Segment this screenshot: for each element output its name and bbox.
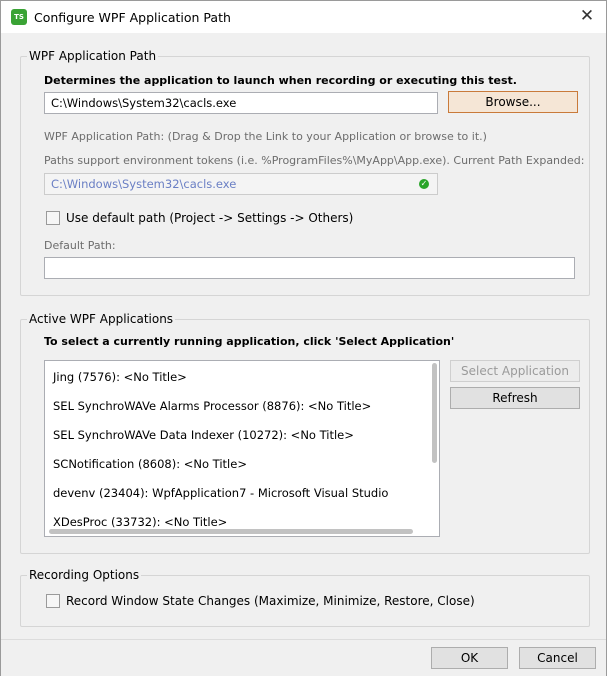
ok-button[interactable]: OK [431, 647, 508, 669]
app-path-group-title: WPF Application Path [29, 49, 157, 63]
default-path-label: Default Path: [44, 239, 116, 252]
list-item[interactable]: devenv (23404): WpfApplication7 - Microsoft Visual Studio [53, 486, 389, 500]
close-icon[interactable]: ✕ [579, 6, 595, 26]
default-path-input[interactable] [44, 257, 575, 279]
expanded-path-value: C:\Windows\System32\cacls.exe [51, 177, 237, 191]
active-apps-instruction: To select a currently running application, click 'Select Application' [44, 335, 455, 348]
list-item[interactable]: SCNotification (8608): <No Title> [53, 457, 247, 471]
dialog-footer [1, 639, 606, 676]
browse-button[interactable]: Browse... [448, 91, 578, 113]
use-default-path-checkbox[interactable] [46, 211, 60, 225]
horizontal-scrollbar[interactable] [49, 529, 413, 534]
check-circle-icon: ✓ [420, 179, 428, 188]
dialog-body [1, 33, 606, 675]
list-item[interactable]: Jing (7576): <No Title> [53, 370, 187, 384]
app-path-group [20, 49, 590, 296]
app-icon: TS [11, 9, 27, 25]
expanded-path-field [44, 173, 438, 195]
vertical-scrollbar[interactable] [432, 363, 437, 463]
recording-options-group [20, 568, 590, 627]
list-item[interactable]: SEL SynchroWAVe Data Indexer (10272): <No Title> [53, 428, 354, 442]
title-bar[interactable] [1, 1, 606, 33]
refresh-button[interactable]: Refresh [450, 387, 580, 409]
app-path-description: Determines the application to launch when recording or executing this test. [44, 74, 517, 87]
record-state-label[interactable]: Record Window State Changes (Maximize, Minimize, Restore, Close) [66, 594, 475, 608]
record-state-checkbox[interactable] [46, 594, 60, 608]
use-default-path-label[interactable]: Use default path (Project -> Settings -> Others) [66, 211, 354, 225]
active-apps-list[interactable] [44, 360, 440, 537]
select-application-button[interactable]: Select Application [450, 360, 580, 382]
active-apps-group [20, 312, 590, 554]
active-apps-group-title: Active WPF Applications [29, 312, 174, 326]
recording-options-group-title: Recording Options [29, 568, 140, 582]
list-item[interactable]: XDesProc (33732): <No Title> [53, 515, 228, 529]
app-path-input[interactable]: C:\Windows\System32\cacls.exe [44, 92, 438, 114]
tokens-hint: Paths support environment tokens (i.e. %ProgramFiles%\MyApp\App.exe). Current Path Expanded: [44, 154, 585, 167]
window-title: Configure WPF Application Path [34, 10, 231, 25]
cancel-button[interactable]: Cancel [519, 647, 596, 669]
list-item[interactable]: SEL SynchroWAVe Alarms Processor (8876): <No Title> [53, 399, 372, 413]
app-path-hint: WPF Application Path: (Drag & Drop the Link to your Application or browse to it.) [44, 130, 487, 143]
